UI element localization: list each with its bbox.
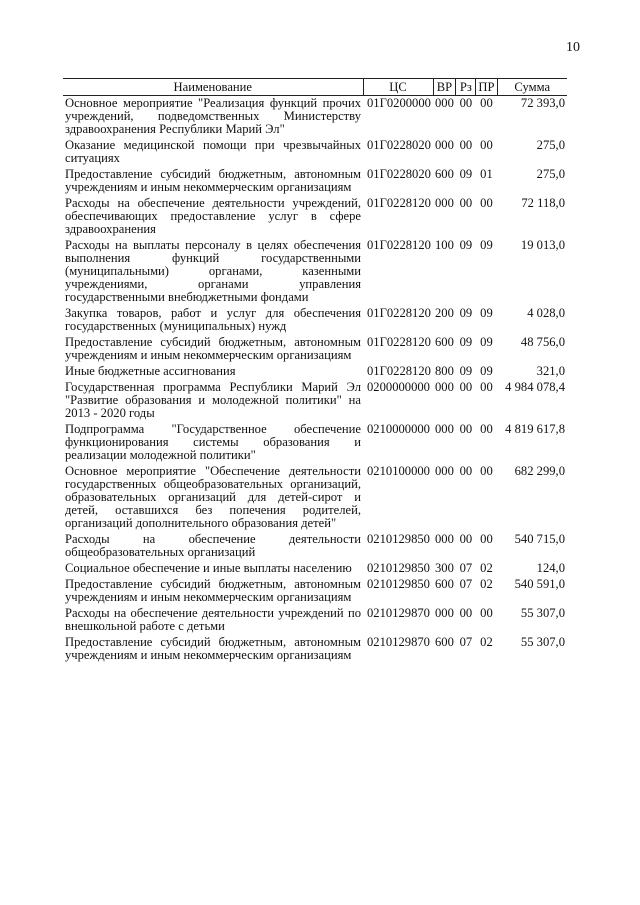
row-sum: 540 715,0 (514, 532, 565, 546)
row-vr-code: 000 (435, 464, 454, 478)
table-row (63, 380, 567, 422)
table-row (63, 238, 567, 306)
row-pr-code: 09 (480, 306, 493, 320)
row-name: Социальное обеспечение и иные выплаты населению (65, 561, 352, 575)
row-sum: 48 756,0 (520, 335, 565, 349)
row-sum: 4 984 078,4 (505, 380, 565, 394)
table-row (63, 306, 567, 335)
row-name: Расходы на обеспечение деятельности учреждений, обеспечивающих предоставление услуг в сфере здравоохранения (65, 196, 361, 236)
row-sum: 124,0 (536, 561, 565, 575)
row-name: Расходы на выплаты персоналу в целях обеспечения выполнения функций государственными (муниципальными) органами, казенными учреждениями, органами управления государственными внебюджетными фондами (65, 238, 361, 304)
row-name: Предоставление субсидий бюджетным, автономным учреждениям и иным некоммерческим организациям (65, 335, 361, 362)
row-pr-code: 00 (480, 138, 493, 152)
row-sum: 682 299,0 (514, 464, 565, 478)
row-pr-code: 00 (480, 96, 493, 110)
row-vr-code: 000 (435, 196, 454, 210)
table-row (63, 532, 567, 561)
row-name: Предоставление субсидий бюджетным, автономным учреждениям и иным некоммерческим организациям (65, 577, 361, 604)
row-rz-code: 09 (459, 167, 473, 181)
row-rz-code: 00 (459, 606, 473, 620)
row-pr-code: 02 (480, 577, 493, 591)
row-cs-code: 0210000000 (367, 422, 430, 436)
row-sum: 4 028,0 (527, 306, 565, 320)
row-name: Расходы на обеспечение деятельности учреждений по внешкольной работе с детьми (65, 606, 361, 633)
row-rz-code: 00 (459, 196, 473, 210)
table-row (63, 561, 567, 577)
row-vr-code: 200 (435, 306, 454, 320)
row-pr-code: 01 (480, 167, 493, 181)
column-header-sum: Сумма (497, 79, 567, 96)
table-row (63, 422, 567, 464)
row-sum: 55 307,0 (520, 635, 565, 649)
table-row (63, 464, 567, 532)
row-cs-code: 0210129850 (367, 577, 430, 591)
row-sum: 540 591,0 (514, 577, 565, 591)
column-header-name: Наименование (63, 79, 363, 96)
row-pr-code: 02 (480, 561, 493, 575)
column-header-cs: ЦС (363, 79, 433, 96)
row-vr-code: 100 (435, 238, 454, 252)
row-sum: 19 013,0 (520, 238, 565, 252)
row-cs-code: 01Г0228120 (367, 196, 431, 210)
table-row (63, 138, 567, 167)
row-cs-code: 01Г0228120 (367, 306, 431, 320)
table-row (63, 364, 567, 380)
row-rz-code: 09 (459, 306, 473, 320)
row-rz-code: 00 (459, 422, 473, 436)
row-name: Оказание медицинской помощи при чрезвычайных ситуациях (65, 138, 361, 165)
table-row (63, 196, 567, 238)
row-pr-code: 00 (480, 196, 493, 210)
row-cs-code: 0210129850 (367, 532, 430, 546)
column-header-pr: ПР (476, 79, 497, 96)
row-cs-code: 0210129870 (367, 635, 430, 649)
row-pr-code: 00 (480, 422, 493, 436)
row-rz-code: 00 (459, 464, 473, 478)
row-pr-code: 02 (480, 635, 493, 649)
row-cs-code: 01Г0228120 (367, 364, 431, 378)
column-header-rz: Рз (456, 79, 476, 96)
row-name: Основное мероприятие "Обеспечение деятельности государственных общеобразовательных организаций, образовательных организаций для детей-сирот и детей, оставшихся без попечения родителей, организаций дополнительного образования детей" (65, 464, 361, 530)
table-row (63, 96, 567, 139)
table-row (63, 577, 567, 606)
row-cs-code: 01Г0228020 (367, 138, 431, 152)
row-vr-code: 000 (435, 380, 454, 394)
row-pr-code: 00 (480, 380, 493, 394)
row-cs-code: 0200000000 (367, 380, 430, 394)
row-rz-code: 00 (459, 380, 473, 394)
row-name: Предоставление субсидий бюджетным, автономным учреждениям и иным некоммерческим организациям (65, 167, 361, 194)
row-sum: 55 307,0 (520, 606, 565, 620)
table-row (63, 606, 567, 635)
row-sum: 275,0 (536, 138, 565, 152)
table-body (63, 96, 567, 665)
row-name: Предоставление субсидий бюджетным, автономным учреждениям и иным некоммерческим организациям (65, 635, 361, 662)
table-header (63, 79, 567, 96)
row-rz-code: 00 (459, 96, 473, 110)
row-cs-code: 01Г0228120 (367, 335, 431, 349)
row-sum: 4 819 617,8 (505, 422, 565, 436)
row-rz-code: 00 (459, 138, 473, 152)
row-vr-code: 800 (435, 364, 454, 378)
row-vr-code: 000 (435, 532, 454, 546)
row-sum: 321,0 (536, 364, 565, 378)
row-cs-code: 0210129870 (367, 606, 430, 620)
row-vr-code: 000 (435, 96, 454, 110)
row-rz-code: 00 (459, 532, 473, 546)
row-name: Основное мероприятие "Реализация функций прочих учреждений, подведомственных Министерству здравоохранения Республики Марий Эл" (65, 96, 361, 136)
table-row (63, 167, 567, 196)
column-header-vr: ВР (433, 79, 456, 96)
row-name: Подпрограмма "Государственное обеспечение функционирования системы образования и реализации молодежной политики" (65, 422, 361, 462)
row-vr-code: 300 (435, 561, 454, 575)
budget-table (63, 78, 567, 664)
page-number: 10 (566, 40, 580, 55)
row-name: Закупка товаров, работ и услуг для обеспечения государственных (муниципальных) нужд (65, 306, 361, 333)
row-name: Государственная программа Республики Марий Эл "Развитие образования и молодежной политики" на 2013 - 2020 годы (65, 380, 361, 420)
row-vr-code: 600 (435, 635, 454, 649)
row-rz-code: 09 (459, 335, 473, 349)
row-rz-code: 07 (459, 561, 473, 575)
row-pr-code: 00 (480, 606, 493, 620)
row-pr-code: 09 (480, 335, 493, 349)
row-vr-code: 000 (435, 422, 454, 436)
row-vr-code: 600 (435, 167, 454, 181)
row-vr-code: 600 (435, 577, 454, 591)
row-pr-code: 00 (480, 464, 493, 478)
row-rz-code: 09 (459, 364, 473, 378)
row-name: Расходы на обеспечение деятельности общеобразовательных организаций (65, 532, 361, 559)
row-sum: 275,0 (536, 167, 565, 181)
row-cs-code: 01Г0228120 (367, 238, 431, 252)
row-pr-code: 09 (480, 364, 493, 378)
row-pr-code: 00 (480, 532, 493, 546)
table-row (63, 335, 567, 364)
row-cs-code: 01Г0228020 (367, 167, 431, 181)
row-vr-code: 000 (435, 606, 454, 620)
row-vr-code: 000 (435, 138, 454, 152)
row-sum: 72 118,0 (521, 196, 565, 210)
row-rz-code: 09 (459, 238, 473, 252)
row-cs-code: 0210129850 (367, 561, 430, 575)
row-pr-code: 09 (480, 238, 493, 252)
row-vr-code: 600 (435, 335, 454, 349)
row-cs-code: 0210100000 (367, 464, 430, 478)
row-sum: 72 393,0 (520, 96, 565, 110)
row-name: Иные бюджетные ассигнования (65, 364, 236, 378)
row-cs-code: 01Г0200000 (367, 96, 431, 110)
table-row (63, 635, 567, 664)
row-rz-code: 07 (459, 635, 473, 649)
row-rz-code: 07 (459, 577, 473, 591)
